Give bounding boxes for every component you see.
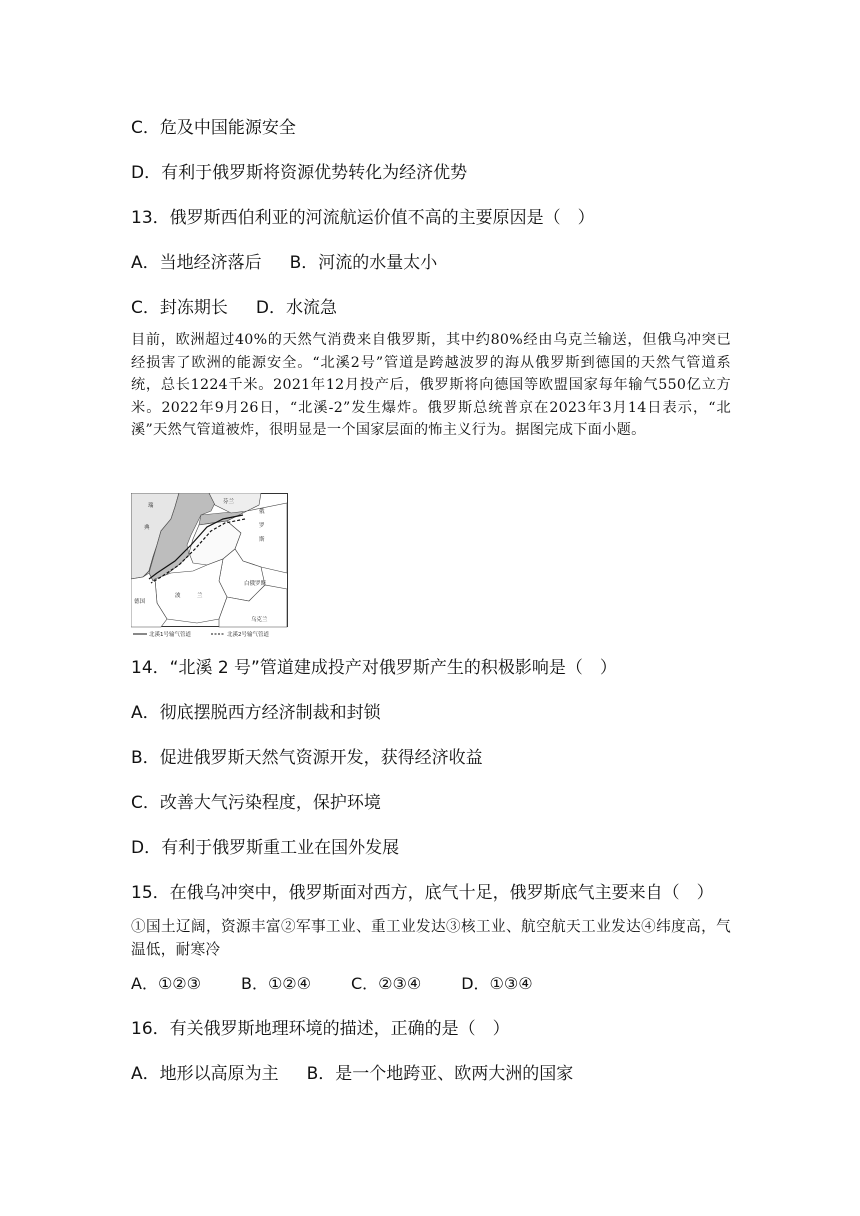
q16-stem: 16．有关俄罗斯地理环境的描述，正确的是（ ） — [131, 1019, 510, 1039]
q13-options-row2 — [131, 296, 337, 320]
q14-option-b: B．促进俄罗斯天然气资源开发，获得经济收益 — [131, 748, 483, 768]
label-ukraine: 乌克兰 — [251, 617, 268, 623]
q14-option-c: C．改善大气污染程度，保护环境 — [131, 793, 381, 813]
q15-statements: ①国土辽阔，资源丰富②军事工业、重工业发达③核工业、航空航天工业发达④纬度高，气温低，耐寒冷 — [131, 918, 731, 958]
label-poland-1: 波 — [175, 593, 181, 599]
q15-option-d: D．①③④ — [461, 974, 533, 993]
label-poland-2: 兰 — [197, 593, 203, 599]
q16-options — [131, 1062, 573, 1086]
label-sweden-2: 典 — [144, 525, 150, 531]
q14-option-d: D．有利于俄罗斯重工业在国外发展 — [131, 838, 400, 858]
label-russia-2: 罗 — [259, 523, 265, 529]
q16-option-b: B．是一个地跨亚、欧两大洲的国家 — [306, 1064, 574, 1084]
q14-option-a: A．彻底摆脱西方经济制裁和封锁 — [131, 703, 381, 723]
q15-options — [131, 972, 533, 996]
label-belarus: 白俄罗斯 — [244, 581, 267, 587]
label-russia-1: 俄 — [259, 509, 265, 515]
label-sweden-1: 瑞 — [148, 503, 154, 509]
q13-options-row1 — [131, 251, 437, 275]
legend-nord-stream-1: 北溪1号输气管道 — [149, 632, 191, 638]
label-russia-3: 斯 — [259, 537, 265, 543]
q13-option-c: C．封冻期长 — [131, 298, 228, 318]
nord-stream-map — [131, 493, 288, 638]
q12-option-c: C．危及中国能源安全 — [131, 118, 296, 138]
q13-option-b: B．河流的水量太小 — [289, 253, 438, 273]
q13-stem: 13．俄罗斯西伯利亚的河流航运价值不高的主要原因是（ ） — [131, 208, 595, 228]
q15-option-a: A．①②③ — [131, 974, 201, 993]
q14-stem: 14．“北溪 2 号”管道建成投产对俄罗斯产生的积极影响是（ ） — [131, 658, 617, 678]
label-finland: 芬兰 — [223, 499, 235, 505]
label-germany: 德国 — [134, 599, 146, 605]
q13-option-d: D．水流急 — [255, 298, 337, 318]
reading-passage: 目前，欧洲超过40%的天然气消费来自俄罗斯，其中约80%经由乌克兰输送，但俄乌冲突已经损害了欧洲的能源安全。“北溪2号”管道是跨越波罗的海从俄罗斯到德国的天然气管道系统，总长1224千米。2021年12月投产后，俄罗斯将向德国等欧盟国家每年输气550亿立方米。2022年9月26日，“北溪-2”发生爆炸。俄罗斯总统普京在2023年3月14日表示，“北溪”天然气管道被炸，很明显是一个国家层面的怖主义行为。据图完成下面小题。 — [131, 332, 731, 438]
q16-option-a: A．地形以高原为主 — [131, 1064, 279, 1084]
q12-option-d: D．有利于俄罗斯将资源优势转化为经济优势 — [131, 163, 468, 183]
q15-option-b: B．①②④ — [240, 974, 311, 993]
q13-option-a: A．当地经济落后 — [131, 253, 262, 273]
q15-stem: 15．在俄乌冲突中，俄罗斯面对西方，底气十足，俄罗斯底气主要来自（ ） — [131, 883, 714, 903]
legend-nord-stream-2: 北溪2号输气管道 — [227, 632, 269, 638]
q15-option-c: C．②③④ — [351, 974, 422, 993]
